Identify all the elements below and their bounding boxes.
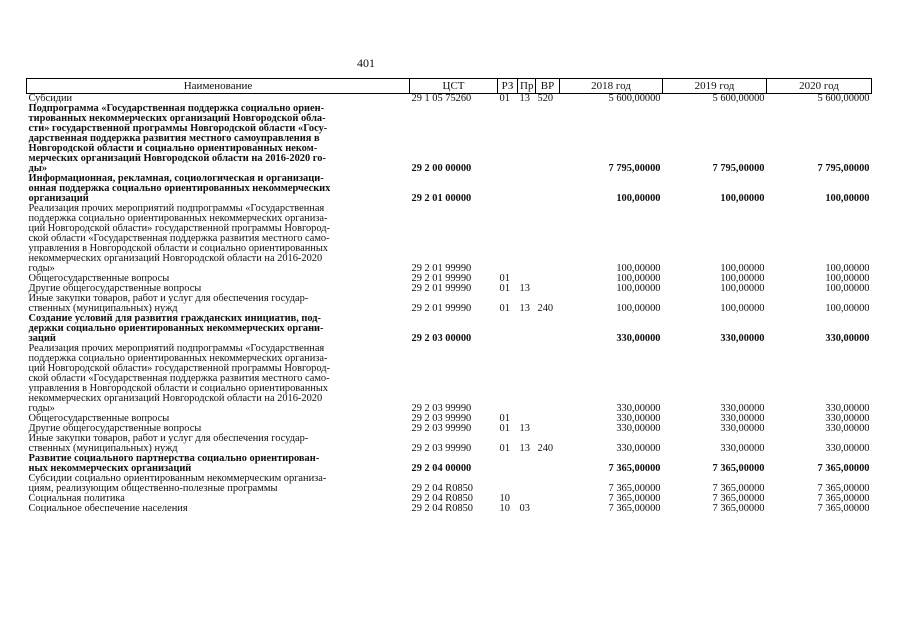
header-2019: 2019 год: [663, 79, 767, 94]
header-vr: ВР: [536, 79, 560, 94]
cell-y2018: 7 365,00000: [608, 463, 661, 474]
cell-cst: 29 2 03 00000: [411, 333, 472, 344]
cell-cst: 29 2 00 00000: [411, 163, 472, 174]
cell-cst: 29 2 03 99990: [411, 443, 472, 454]
cell-y2020: 7 365,00000: [817, 503, 870, 514]
cell-pr: 13: [519, 93, 530, 104]
cell-y2018: 7 365,00000: [608, 493, 661, 504]
cell-cst: 29 1 05 75260: [411, 93, 472, 104]
cell-y2018: 100,00000: [616, 193, 661, 204]
cell-y2018: 5 600,00000: [608, 93, 661, 104]
cell-y2020: 7 795,00000: [817, 163, 870, 174]
cell-y2018: 330,00000: [616, 423, 661, 434]
cell-rz: 01: [499, 273, 510, 284]
header-cst: ЦСТ: [410, 79, 498, 94]
cell-name: Другие общегосударственные вопросы: [28, 423, 202, 434]
cell-y2020: 330,00000: [825, 333, 870, 344]
cell-y2019: 7 365,00000: [712, 493, 765, 504]
cell-y2018: 100,00000: [616, 273, 661, 284]
cell-cst: 29 2 01 99990: [411, 273, 472, 284]
cell-name: Подпрограмма «Государственная поддержка социально ориен- тированных некоммерческих организаций Новгородской обла- сти» государственной программы Новгородской области «Госу- дарственная поддержка развития местного самоуправления в Новгородской области и социально ориентированных неком- мерческих организаций Новгородской области на 2016-2020 го- ды»: [28, 103, 328, 174]
cell-pr: 13: [519, 283, 530, 294]
cell-cst: 29 2 03 99990: [411, 423, 472, 434]
table-row: [27, 504, 872, 514]
cell-y2020: 5 600,00000: [817, 93, 870, 104]
cell-cst: 29 2 04 R0850: [411, 503, 473, 514]
cell-y2019: 100,00000: [720, 273, 765, 284]
cell-cst: 29 2 04 R0850: [411, 483, 473, 494]
table-row: [27, 314, 872, 344]
cell-pr: [518, 174, 536, 204]
cell-name: Развитие социального партнерства социально ориентирован- ных некоммерческих организаций: [28, 453, 320, 474]
cell-name: Субсидии: [28, 93, 73, 104]
budget-table: [26, 78, 872, 514]
cell-cst: 29 2 01 99990: [411, 263, 472, 274]
cell-name: Социальная политика: [28, 493, 125, 504]
table-row: [27, 454, 872, 474]
cell-name: Общегосударственные вопросы: [28, 273, 170, 284]
cell-name: Создание условий для развития гражданских инициатив, под- держки социально ориентированных некоммерческих органи- заций: [28, 313, 324, 344]
cell-y2019: 100,00000: [720, 283, 765, 294]
cell-y2018: 7 365,00000: [608, 503, 661, 514]
cell-pr: 03: [519, 503, 530, 514]
cell-name: Другие общегосударственные вопросы: [28, 283, 202, 294]
cell-vr: [536, 104, 560, 174]
cell-vr: [536, 494, 560, 504]
cell-rz: [498, 174, 518, 204]
cell-rz: 01: [499, 413, 510, 424]
cell-cst: 29 2 04 00000: [411, 463, 472, 474]
cell-pr: [518, 344, 536, 414]
cell-vr: [536, 274, 560, 284]
cell-vr: [536, 204, 560, 274]
cell-y2019: 330,00000: [720, 413, 765, 424]
cell-rz: [498, 344, 518, 414]
header-2020: 2020 год: [767, 79, 872, 94]
table-row: [27, 294, 872, 314]
cell-rz: 10: [499, 493, 510, 504]
cell-rz: 01: [499, 303, 510, 314]
cell-y2020: 330,00000: [825, 413, 870, 424]
cell-y2019: 330,00000: [720, 443, 765, 454]
cell-cst: 29 2 03 99990: [411, 403, 472, 414]
cell-rz: 01: [499, 423, 510, 434]
cell-y2020: 100,00000: [825, 273, 870, 284]
table-row: [27, 174, 872, 204]
cell-name: Иные закупки товаров, работ и услуг для обеспечения государ- ственных (муниципальных) нужд: [28, 293, 309, 314]
cell-vr: [536, 414, 560, 424]
cell-y2018: 7 365,00000: [608, 483, 661, 494]
cell-pr: 13: [519, 443, 530, 454]
table-header-row: [27, 79, 872, 94]
cell-y2020: 100,00000: [825, 283, 870, 294]
cell-y2018: 100,00000: [616, 303, 661, 314]
cell-rz: 10: [499, 503, 510, 514]
cell-cst: 29 2 04 R0850: [411, 493, 473, 504]
page-number: 401: [357, 56, 375, 70]
cell-y2020: 7 365,00000: [817, 463, 870, 474]
cell-y2018: 100,00000: [616, 283, 661, 294]
cell-y2019: 7 365,00000: [712, 503, 765, 514]
cell-y2018: 330,00000: [616, 413, 661, 424]
cell-pr: 13: [519, 303, 530, 314]
cell-rz: [498, 474, 518, 494]
cell-rz: 01: [499, 443, 510, 454]
cell-y2019: 7 365,00000: [712, 463, 765, 474]
cell-y2019: 330,00000: [720, 333, 765, 344]
cell-vr: 240: [537, 303, 554, 314]
cell-y2019: 100,00000: [720, 263, 765, 274]
header-pr: Пр: [518, 79, 536, 94]
cell-y2018: 330,00000: [616, 403, 661, 414]
table-row: [27, 344, 872, 414]
cell-vr: [536, 314, 560, 344]
cell-y2019: 7 365,00000: [712, 483, 765, 494]
cell-vr: 520: [537, 93, 554, 104]
cell-cst: 29 2 01 99990: [411, 283, 472, 294]
cell-y2019: 7 795,00000: [712, 163, 765, 174]
table-row: [27, 474, 872, 494]
cell-y2020: 100,00000: [825, 193, 870, 204]
cell-name: Реализация прочих мероприятий подпрограммы «Государственная поддержка социально ориентированных некоммерческих организа- ций Новгородской области» государственной программы Новгород- ской области «Государственная поддержка развития местного само- управления в Новгородской области и социально ориентированных некоммерческих организаций Новгородской области на 2016-2020 годы»: [28, 203, 331, 274]
cell-rz: [498, 104, 518, 174]
cell-y2019: 330,00000: [720, 423, 765, 434]
cell-y2019: 100,00000: [720, 303, 765, 314]
header-name: Наименование: [27, 79, 410, 94]
cell-y2018: 330,00000: [616, 333, 661, 344]
cell-y2019: 100,00000: [720, 193, 765, 204]
cell-rz: 01: [499, 283, 510, 294]
header-2018: 2018 год: [560, 79, 663, 94]
cell-y2020: 100,00000: [825, 303, 870, 314]
cell-pr: [518, 454, 536, 474]
cell-y2019: 5 600,00000: [712, 93, 765, 104]
header-rz: РЗ: [498, 79, 518, 94]
cell-y2020: 7 365,00000: [817, 483, 870, 494]
cell-y2020: 330,00000: [825, 403, 870, 414]
cell-y2018: 100,00000: [616, 263, 661, 274]
cell-cst: 29 2 03 99990: [411, 413, 472, 424]
cell-pr: [518, 474, 536, 494]
cell-rz: 01: [499, 93, 510, 104]
cell-rz: [498, 454, 518, 474]
cell-y2019: 330,00000: [720, 403, 765, 414]
cell-cst: 29 2 01 00000: [411, 193, 472, 204]
cell-vr: 240: [537, 443, 554, 454]
cell-name: Информационная, рекламная, социологическая и организаци- онная поддержка социально ориентированных некоммерческих организаций: [28, 173, 331, 204]
cell-name: Иные закупки товаров, работ и услуг для обеспечения государ- ственных (муниципальных) нужд: [28, 433, 309, 454]
cell-y2018: 7 795,00000: [608, 163, 661, 174]
cell-pr: [518, 104, 536, 174]
cell-pr: [518, 314, 536, 344]
table-row: [27, 204, 872, 274]
cell-pr: 13: [519, 423, 530, 434]
cell-name: Социальное обеспечение населения: [28, 503, 188, 514]
cell-vr: [536, 174, 560, 204]
cell-y2020: 330,00000: [825, 423, 870, 434]
cell-name: Общегосударственные вопросы: [28, 413, 170, 424]
cell-vr: [536, 344, 560, 414]
cell-cst: 29 2 01 99990: [411, 303, 472, 314]
cell-vr: [536, 284, 560, 294]
cell-vr: [536, 424, 560, 434]
table-row: [27, 434, 872, 454]
cell-vr: [536, 504, 560, 514]
cell-vr: [536, 474, 560, 494]
cell-rz: [498, 204, 518, 274]
cell-y2020: 100,00000: [825, 263, 870, 274]
cell-y2020: 7 365,00000: [817, 493, 870, 504]
cell-name: Субсидии социально ориентированным некоммерческим организа- циям, реализующим общественно-полезные программы: [28, 473, 327, 494]
cell-name: Реализация прочих мероприятий подпрограммы «Государственная поддержка социально ориентированных некоммерческих организа- ций Новгородской области» государственной программы Новгород- ской области «Государственная поддержка развития местного само- управления в Новгородской области и социально ориентированных некоммерческих организаций Новгородской области на 2016-2020 годы»: [28, 343, 331, 414]
cell-y2018: 330,00000: [616, 443, 661, 454]
cell-vr: [536, 454, 560, 474]
cell-pr: [518, 204, 536, 274]
table-row: [27, 104, 872, 174]
cell-y2020: 330,00000: [825, 443, 870, 454]
cell-rz: [498, 314, 518, 344]
